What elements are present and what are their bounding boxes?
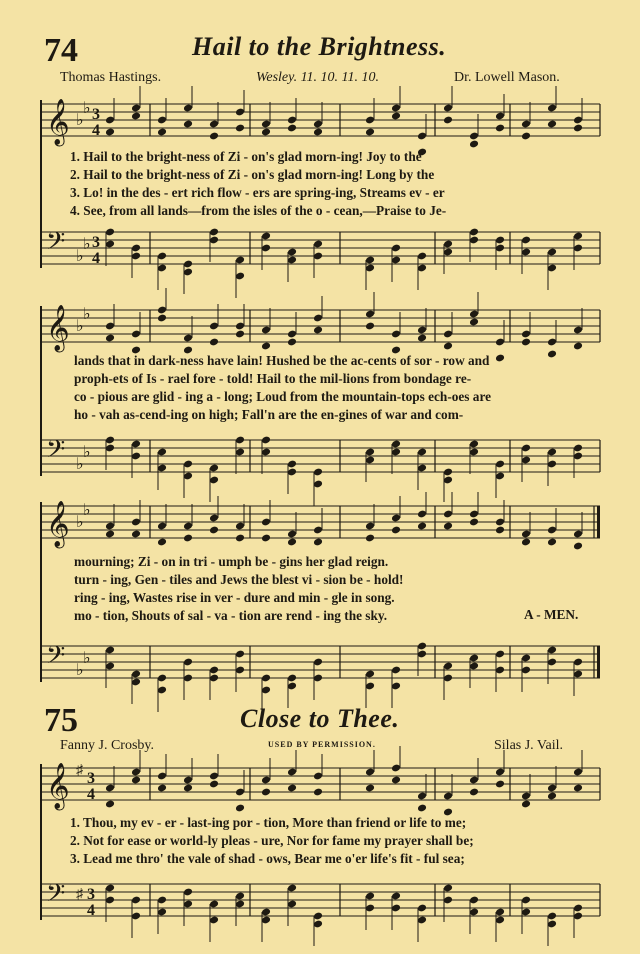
note-head	[235, 124, 245, 133]
lyric-line: 2. Not for ease or world-ly pleas - ure, Nor for fame my prayer shall be;	[70, 833, 474, 848]
note-head	[495, 780, 505, 789]
time-signature: 4	[92, 250, 100, 267]
note-head	[209, 780, 219, 789]
note-head	[469, 318, 479, 327]
time-signature: 4	[87, 786, 95, 803]
note-head	[287, 784, 297, 793]
lyric-line: lands that in dark-ness have lain! Hushed be the ac-cents of sor - row and	[74, 353, 490, 368]
note-head	[287, 124, 297, 133]
note-head	[391, 526, 401, 535]
note-head	[235, 804, 245, 813]
note-head	[365, 784, 375, 793]
system-bracket	[40, 306, 42, 476]
treble-clef-icon: 𝄞	[46, 305, 70, 351]
treble-clef-icon: 𝄞	[46, 99, 70, 145]
hymn-number: 75	[44, 702, 78, 739]
note-head	[365, 322, 375, 331]
treble-staff-1	[0, 99, 640, 145]
note-head	[261, 128, 271, 137]
time-signature: 3	[92, 234, 100, 251]
treble-staff-2	[0, 305, 640, 351]
flat-icon: ♭	[83, 100, 91, 117]
note-head	[261, 342, 271, 351]
verse-block-1	[70, 148, 590, 220]
note-head	[183, 784, 193, 793]
note-head	[573, 124, 583, 133]
bass-clef-icon: 𝄢	[46, 227, 66, 262]
note-head	[469, 518, 479, 527]
bass-clef-icon: 𝄢	[46, 435, 66, 470]
note-head	[209, 132, 219, 141]
note-head	[365, 534, 375, 543]
note-head	[209, 338, 219, 347]
note-head	[417, 804, 427, 813]
note-head	[547, 120, 557, 129]
lyric-line: mo - tion, Shouts of sal - va - tion are rend - ing the sky.	[74, 608, 388, 623]
note-head	[469, 788, 479, 797]
note-head	[183, 534, 193, 543]
time-signature: 4	[87, 902, 95, 919]
note-head	[131, 776, 141, 785]
time-signature: 3	[92, 106, 100, 123]
system-bracket	[40, 502, 42, 682]
author-credit: Fanny J. Crosby.	[60, 738, 154, 753]
treble-staff-4	[0, 763, 640, 809]
lyric-line: 1. Thou, my ev - er - last-ing por - tion, More than friend or life to me;	[70, 815, 467, 830]
flat-icon: ♭	[76, 112, 84, 129]
note-head	[521, 538, 531, 547]
flat-icon: ♭	[76, 248, 84, 265]
lyric-line: proph-ets of Is - rael fore - told! Hail to the mil-lions from bondage re-	[74, 371, 472, 386]
system-bracket	[40, 764, 42, 920]
hymn-number: 74	[44, 32, 78, 69]
flat-icon: ♭	[76, 318, 84, 335]
bass-clef-icon: 𝄢	[46, 879, 66, 914]
hymn-title: Close to Thee.	[240, 704, 400, 733]
note-head	[391, 776, 401, 785]
flat-icon: ♭	[76, 456, 84, 473]
note-head	[287, 538, 297, 547]
note-head	[157, 538, 167, 547]
tune-name: Wesley. 11. 10. 11. 10.	[256, 70, 380, 85]
lyric-line: co - pious are glid - ing a - long; Loud from the mountain-tops ech-oes are	[74, 389, 492, 404]
note-head	[105, 334, 115, 343]
note-head	[131, 530, 141, 539]
flat-icon: ♭	[76, 662, 84, 679]
note-head	[547, 538, 557, 547]
note-head	[261, 534, 271, 543]
note-head	[495, 124, 505, 133]
note-head	[287, 338, 297, 347]
flat-icon: ♭	[83, 502, 91, 519]
note-head	[547, 792, 557, 801]
note-head	[573, 342, 583, 351]
author-credit: Thomas Hastings.	[60, 70, 162, 85]
note-head	[417, 334, 427, 343]
lyric-line: 3. Lead me thro' the vale of shad - ows, Bear me o'er life's fit - ful sea;	[70, 851, 465, 866]
note-head	[235, 330, 245, 339]
flat-icon: ♭	[83, 650, 91, 667]
note-head	[157, 784, 167, 793]
time-signature: 3	[87, 770, 95, 787]
composer-credit: Dr. Lowell Mason.	[454, 70, 560, 85]
final-bar	[597, 646, 600, 678]
lyric-line: mourning; Zi - on in tri - umph be - gins her glad reign.	[74, 554, 389, 569]
bass-staff-2	[0, 436, 640, 476]
note-head	[313, 128, 323, 137]
bass-staff-3	[0, 642, 640, 682]
note-head	[105, 128, 115, 137]
bass-clef-icon: 𝄢	[46, 641, 66, 676]
note-head	[391, 112, 401, 121]
lyric-line: 3. Lo! in the des - ert rich flow - ers are spring-ing, Streams ev - er	[70, 185, 445, 200]
note-head	[521, 132, 531, 141]
amen-label: A - MEN.	[524, 607, 579, 622]
note-head	[235, 534, 245, 543]
lyric-line: ring - ing, Wastes rise in ver - dure and min - gle in song.	[74, 590, 395, 605]
flat-icon: ♭	[83, 444, 91, 461]
note-head	[443, 116, 453, 125]
note-head	[495, 526, 505, 535]
note-head	[417, 522, 427, 531]
note-head	[521, 338, 531, 347]
time-signature: 3	[87, 886, 95, 903]
note-head	[261, 788, 271, 797]
note-head	[157, 314, 167, 323]
flat-icon: ♭	[76, 514, 84, 531]
note-head	[313, 538, 323, 547]
note-head	[105, 530, 115, 539]
verse-block-3	[74, 553, 594, 625]
hymn-title: Hail to the Brightness.	[192, 32, 447, 61]
note-head	[105, 800, 115, 809]
note-head	[313, 326, 323, 335]
bass-staff-4	[0, 880, 640, 920]
note-head	[183, 120, 193, 129]
flat-icon: ♭	[83, 236, 91, 253]
lyric-line: 2. Hail to the bright-ness of Zi - on's glad morn-ing! Long by the	[70, 167, 435, 182]
flat-icon: ♭	[83, 306, 91, 323]
treble-staff-3	[0, 501, 640, 547]
note-head	[521, 800, 531, 809]
sharp-icon: ♯	[76, 763, 83, 778]
note-head	[573, 784, 583, 793]
note-head	[209, 526, 219, 535]
note-head	[313, 788, 323, 797]
lyric-line: 4. See, from all lands—from the isles of the o - cean,—Praise to Je-	[70, 203, 447, 218]
permission-note: USED BY PERMISSION.	[268, 740, 376, 749]
system-bracket	[40, 100, 42, 268]
lyric-line: 1. Hail to the bright-ness of Zi - on's glad morn-ing! Joy to the	[70, 149, 422, 164]
verse-block-4	[70, 814, 590, 868]
lyric-line: turn - ing, Gen - tiles and Jews the blest vi - sion be - hold!	[74, 572, 404, 587]
note-head	[443, 342, 453, 351]
time-signature: 4	[92, 122, 100, 139]
note-head	[365, 128, 375, 137]
sharp-icon: ♯	[76, 887, 83, 902]
note-head	[443, 522, 453, 531]
verse-block-2	[74, 352, 594, 424]
note-head	[157, 128, 167, 137]
final-bar	[597, 506, 600, 538]
treble-clef-icon: 𝄞	[46, 501, 70, 547]
composer-credit: Silas J. Vail.	[494, 738, 563, 753]
bass-staff-1	[0, 228, 640, 268]
treble-clef-icon: 𝄞	[46, 763, 70, 809]
lyric-line: ho - vah as-cend-ing on high; Fall'n are the en-gines of war and com-	[74, 407, 464, 422]
note-head	[131, 112, 141, 121]
note-head	[573, 542, 583, 551]
